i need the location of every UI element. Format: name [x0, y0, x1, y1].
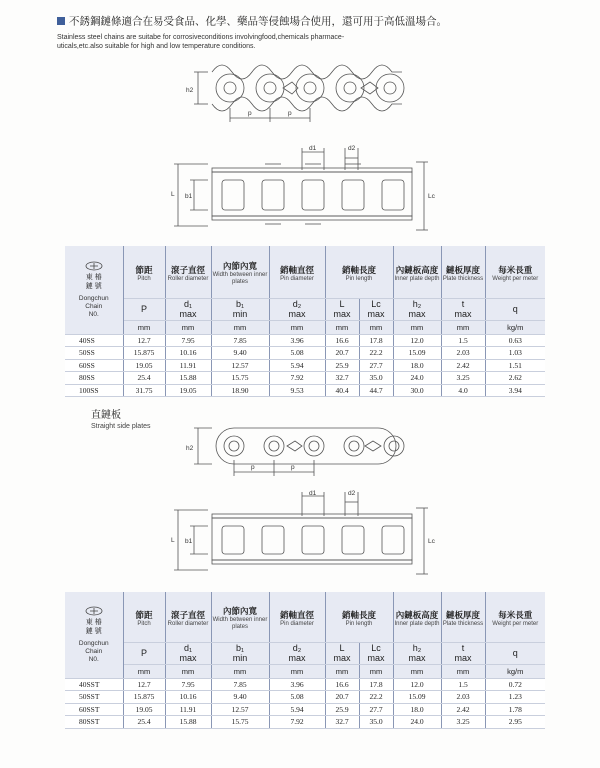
table-cell: 4.0: [441, 384, 485, 397]
spec-table-1: [65, 246, 545, 397]
table-cell: 35.0: [359, 372, 393, 385]
table-cell: 1.78: [485, 703, 545, 716]
table-cell: 24.0: [393, 372, 441, 385]
unit-h2: mm: [393, 320, 441, 334]
bullet-square-icon: [57, 17, 65, 25]
section-2-title-en: Straight side plates: [91, 423, 151, 430]
table-cell: 11.91: [165, 703, 211, 716]
label-p-1: p: [248, 110, 252, 117]
table-cell: 35.0: [359, 716, 393, 729]
table-cell: 12.0: [393, 334, 441, 347]
sym-t: t max: [441, 298, 485, 320]
table-cell: 7.85: [211, 334, 269, 347]
sym-L: L max: [325, 298, 359, 320]
table-cell: 7.95: [165, 334, 211, 347]
col-header-pin-length: 銷軸長度 Pin length: [325, 246, 393, 298]
table-cell: 3.96: [269, 678, 325, 691]
table-cell: 7.92: [269, 372, 325, 385]
table-cell: 1.23: [485, 691, 545, 704]
intro-en: Stainless steel chains are suitabe for corrosiveconditions involvingfood,chemicals pharmace-uticals,etc.also suitable for high and low temperature conditions.: [57, 34, 345, 50]
table-cell: 3.25: [441, 716, 485, 729]
spec-table-2: [65, 592, 545, 729]
brand-en-1: Dongchun: [78, 639, 109, 647]
col-header-pin-length: 銷軸長度 Pin length: [325, 592, 393, 642]
col-header-width: 內節內寬 Width between inner plates: [211, 246, 269, 298]
table-cell: 3.96: [269, 334, 325, 347]
table-cell: 16.6: [325, 678, 359, 691]
brand-zh-2: 鏈 號: [85, 282, 102, 290]
table-cell: 12.57: [211, 703, 269, 716]
sym-q: q: [485, 642, 545, 664]
table-cell: 15.75: [211, 372, 269, 385]
table-cell: 1.5: [441, 334, 485, 347]
unit-q: kg/m: [485, 320, 545, 334]
chain-number-cell: 80SST: [65, 716, 123, 729]
table-cell: 30.0: [393, 384, 441, 397]
table-row: [65, 691, 545, 704]
label-b1: b1: [185, 193, 193, 200]
unit-b1: mm: [211, 320, 269, 334]
table-cell: 15.75: [211, 716, 269, 729]
table-row: [65, 716, 545, 729]
unit-d2: mm: [269, 664, 325, 678]
chain-number-cell: 50SST: [65, 691, 123, 704]
unit-h2: mm: [393, 664, 441, 678]
table-cell: 25.9: [325, 703, 359, 716]
unit-d1: mm: [165, 320, 211, 334]
table-cell: 5.94: [269, 703, 325, 716]
table-row: [65, 359, 545, 372]
table-row: [65, 347, 545, 360]
table-row: [65, 678, 545, 691]
brand-zh-1: 東 椿: [85, 273, 102, 281]
table-cell: 27.7: [359, 359, 393, 372]
table-cell: 15.88: [165, 716, 211, 729]
table-cell: 7.85: [211, 678, 269, 691]
label-h2-2: h2: [186, 445, 194, 452]
table-cell: 5.94: [269, 359, 325, 372]
sym-p: P: [123, 298, 165, 320]
col-header-plate-depth: 內鏈板高度 Inner plate depth: [393, 246, 441, 298]
table-cell: 15.875: [123, 691, 165, 704]
unit-t: mm: [441, 664, 485, 678]
table-row: [65, 372, 545, 385]
table-cell: 15.09: [393, 691, 441, 704]
table-cell: 3.25: [441, 372, 485, 385]
col-header-pin-diameter: 銷軸直徑 Pin diameter: [269, 592, 325, 642]
intro-block: [57, 12, 577, 51]
table-cell: 18.0: [393, 359, 441, 372]
brand-header-cell: [65, 246, 123, 334]
brand-zh-1: 東 椿: [85, 618, 102, 626]
table-cell: 27.7: [359, 703, 393, 716]
table-cell: 9.40: [211, 691, 269, 704]
table-cell: 9.53: [269, 384, 325, 397]
label-d1-2: d1: [309, 490, 317, 497]
table-cell: 3.94: [485, 384, 545, 397]
table-cell: 24.0: [393, 716, 441, 729]
intro-zh: 不銹鋼鏈條適合在易受食品、化學、藥品等侵蝕場合使用，還可用于高低溫場合。: [69, 15, 447, 28]
table-cell: 25.4: [123, 372, 165, 385]
unit-Lc: mm: [359, 320, 393, 334]
brand-en-2: Chain: [85, 302, 103, 310]
label-d2: d2: [348, 145, 356, 152]
label-L-2: L: [171, 537, 175, 544]
label-Lc: Lc: [428, 193, 435, 200]
table-cell: 9.40: [211, 347, 269, 360]
col-header-roller: 滾子直徑 Roller diameter: [165, 246, 211, 298]
sym-Lc: Lc max: [359, 298, 393, 320]
table-cell: 25.9: [325, 359, 359, 372]
table-cell: 15.875: [123, 347, 165, 360]
chain-number-cell: 40SS: [65, 334, 123, 347]
sym-d1: d₁ max: [165, 298, 211, 320]
sym-d1: d₁ max: [165, 642, 211, 664]
table-cell: 20.7: [325, 691, 359, 704]
sym-p: P: [123, 642, 165, 664]
col-header-width: 內節內寬 Width between inner plates: [211, 592, 269, 642]
label-d1: d1: [309, 145, 317, 152]
brand-zh-2: 鏈 號: [85, 627, 102, 635]
col-header-pitch: 節距 Pitch: [123, 246, 165, 298]
table-cell: 25.4: [123, 716, 165, 729]
table-row: [65, 384, 545, 397]
table-cell: 12.7: [123, 334, 165, 347]
table-cell: 2.95: [485, 716, 545, 729]
table-cell: 5.08: [269, 347, 325, 360]
unit-b1: mm: [211, 664, 269, 678]
chain-number-cell: 60SST: [65, 703, 123, 716]
table-cell: 1.5: [441, 678, 485, 691]
table-cell: 17.8: [359, 678, 393, 691]
chain-number-cell: 40SST: [65, 678, 123, 691]
table-cell: 0.63: [485, 334, 545, 347]
table-cell: 7.92: [269, 716, 325, 729]
label-p-4: p: [291, 464, 295, 471]
table-cell: 12.0: [393, 678, 441, 691]
table-cell: 5.08: [269, 691, 325, 704]
table-cell: 2.62: [485, 372, 545, 385]
label-Lc-2: Lc: [428, 538, 435, 545]
table-cell: 16.6: [325, 334, 359, 347]
col-header-weight: 每米長重 Weight per meter: [485, 246, 545, 298]
unit-p: mm: [123, 320, 165, 334]
table-cell: 2.03: [441, 347, 485, 360]
brand-en-1: Dongchun: [78, 294, 109, 302]
table-cell: 18.0: [393, 703, 441, 716]
label-h2: h2: [186, 87, 194, 94]
brand-en-3: N0.: [88, 655, 99, 663]
section-2-title-zh: 直鏈板: [91, 410, 121, 421]
unit-L: mm: [325, 664, 359, 678]
brand-en-3: N0.: [88, 310, 99, 318]
unit-t: mm: [441, 320, 485, 334]
table-cell: 12.7: [123, 678, 165, 691]
sym-Lc: Lc max: [359, 642, 393, 664]
table-cell: 1.03: [485, 347, 545, 360]
label-b1-2: b1: [185, 538, 193, 545]
chain-number-cell: 80SS: [65, 372, 123, 385]
table-cell: 32.7: [325, 716, 359, 729]
table-cell: 20.7: [325, 347, 359, 360]
table-cell: 10.16: [165, 347, 211, 360]
table-cell: 11.91: [165, 359, 211, 372]
table-cell: 22.2: [359, 347, 393, 360]
label-p-3: p: [251, 464, 255, 471]
table-row: [65, 703, 545, 716]
table-cell: 15.88: [165, 372, 211, 385]
chain-number-cell: 60SS: [65, 359, 123, 372]
sym-b1: b₁ min: [211, 642, 269, 664]
table-cell: 17.8: [359, 334, 393, 347]
table-cell: 2.42: [441, 703, 485, 716]
dongchun-logo-icon: [85, 261, 103, 271]
table-cell: 19.05: [123, 359, 165, 372]
col-header-pin-diameter: 銷軸直徑 Pin diameter: [269, 246, 325, 298]
chain-number-cell: 100SS: [65, 384, 123, 397]
label-L: L: [171, 191, 175, 198]
table-cell: 2.03: [441, 691, 485, 704]
table-cell: 40.4: [325, 384, 359, 397]
unit-L: mm: [325, 320, 359, 334]
table-cell: 44.7: [359, 384, 393, 397]
sym-h2: h₂ max: [393, 298, 441, 320]
table-cell: 18.90: [211, 384, 269, 397]
col-header-plate-thickness: 鏈板厚度 Plate thickness: [441, 246, 485, 298]
sym-t: t max: [441, 642, 485, 664]
unit-p: mm: [123, 664, 165, 678]
straight-chain-top-view-figure: [0, 488, 600, 584]
table-cell: 12.57: [211, 359, 269, 372]
brand-header-cell-2: [65, 592, 123, 678]
sym-L: L max: [325, 642, 359, 664]
chain-number-cell: 50SS: [65, 347, 123, 360]
table-cell: 32.7: [325, 372, 359, 385]
sym-d2: d₂ max: [269, 298, 325, 320]
sym-d2: d₂ max: [269, 642, 325, 664]
col-header-plate-depth: 內鏈板高度 Inner plate depth: [393, 592, 441, 642]
table-cell: 22.2: [359, 691, 393, 704]
chain-top-view-figure: [0, 140, 600, 240]
table-1-body: [65, 334, 545, 397]
table-cell: 10.16: [165, 691, 211, 704]
unit-d1: mm: [165, 664, 211, 678]
label-p-2: p: [288, 110, 292, 117]
unit-Lc: mm: [359, 664, 393, 678]
table-cell: 2.42: [441, 359, 485, 372]
sym-h2: h₂ max: [393, 642, 441, 664]
straight-chain-side-view-figure: [0, 420, 600, 480]
unit-q: kg/m: [485, 664, 545, 678]
brand-en-2: Chain: [85, 647, 103, 655]
table-cell: 31.75: [123, 384, 165, 397]
label-d2-2: d2: [348, 490, 356, 497]
col-header-weight: 每米長重 Weight per meter: [485, 592, 545, 642]
table-row: [65, 334, 545, 347]
sym-b1: b₁ min: [211, 298, 269, 320]
dongchun-logo-icon: [85, 606, 103, 616]
chain-side-view-figure: [0, 52, 600, 132]
table-cell: 1.51: [485, 359, 545, 372]
table-cell: 7.95: [165, 678, 211, 691]
table-cell: 0.72: [485, 678, 545, 691]
sym-q: q: [485, 298, 545, 320]
table-2-body: [65, 678, 545, 728]
unit-d2: mm: [269, 320, 325, 334]
col-header-pitch: 節距 Pitch: [123, 592, 165, 642]
col-header-roller: 滾子直徑 Roller diameter: [165, 592, 211, 642]
col-header-plate-thickness: 鏈板厚度 Plate thickness: [441, 592, 485, 642]
table-cell: 19.05: [165, 384, 211, 397]
table-cell: 15.09: [393, 347, 441, 360]
table-cell: 19.05: [123, 703, 165, 716]
